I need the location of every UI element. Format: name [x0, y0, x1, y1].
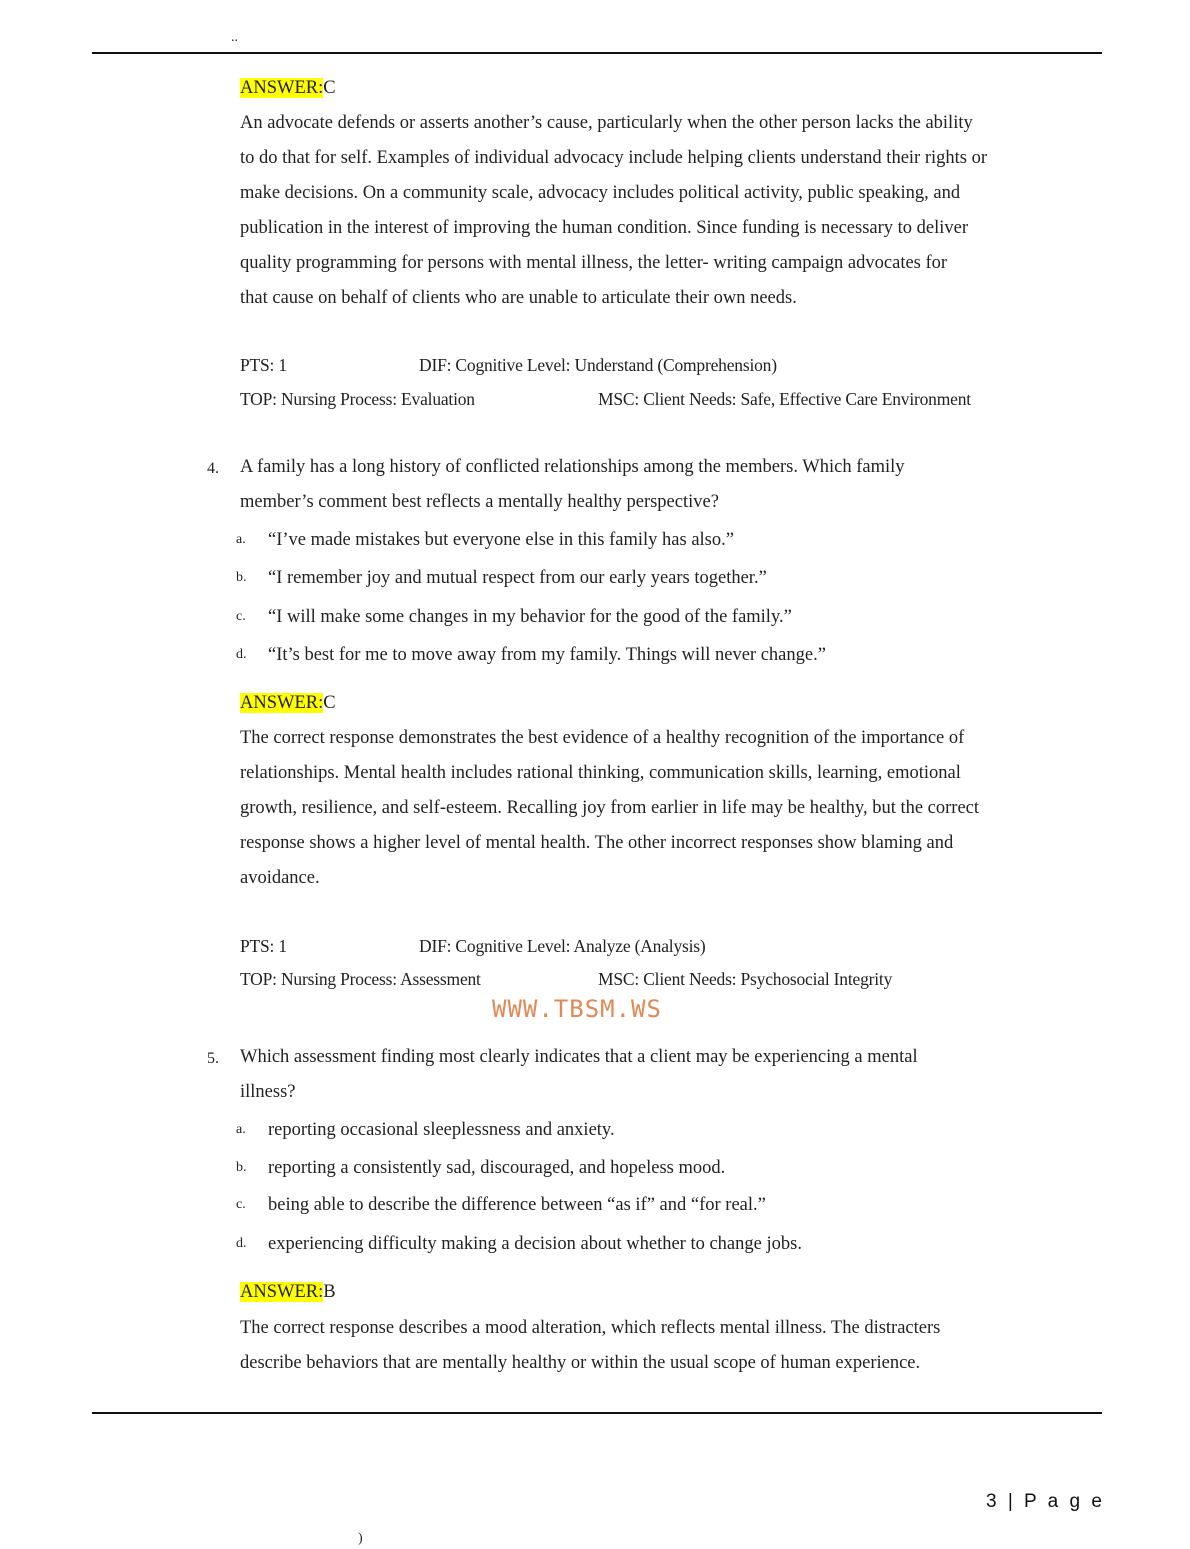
option-text: “It’s best for me to move away from my family. Things will never change.” [268, 645, 826, 665]
option-text: “I’ve made mistakes but everyone else in this family has also.” [268, 530, 734, 550]
rationale-line: to do that for self. Examples of individual advocacy include helping clients understand their rights or [240, 148, 988, 168]
rationale-line: make decisions. On a community scale, advocacy includes political activity, public speaking, and [240, 183, 961, 203]
stem-line: Which assessment finding most clearly indicates that a client may be experiencing a mental [240, 1047, 918, 1067]
rationale-line: growth, resilience, and self-esteem. Recalling joy from earlier in life may be healthy, but the correct [240, 798, 980, 818]
answer-label: ANSWER: [240, 693, 324, 713]
rationale-line: that cause on behalf of clients who are unable to articulate their own needs. [240, 288, 797, 308]
stem-line: illness? [240, 1082, 296, 1102]
answer-label: ANSWER: [240, 78, 324, 98]
option-text: reporting a consistently sad, discouraged, and hopeless mood. [268, 1158, 726, 1178]
option-text: being able to describe the difference between “as if” and “for real.” [268, 1195, 766, 1215]
rationale-q4 [240, 721, 979, 896]
rationale-line: response shows a higher level of mental health. The other incorrect responses show blaming and [240, 833, 954, 853]
question-number-4: 4. [207, 460, 219, 477]
answer-value: C [323, 693, 336, 713]
bottom-rule [92, 1412, 1102, 1414]
answer-line-q3 [240, 71, 336, 106]
question-number-5: 5. [207, 1050, 219, 1067]
answer-value: B [323, 1282, 336, 1302]
rationale-line: The correct response describes a mood alteration, which reflects mental illness. The distracters [240, 1318, 941, 1338]
dif-q4: DIF: Cognitive Level: Analyze (Analysis) [419, 936, 706, 956]
answer-line-q5 [240, 1275, 336, 1310]
dif-q3: DIF: Cognitive Level: Understand (Comprehension) [419, 355, 777, 375]
stem-line: member’s comment best reflects a mentally healthy perspective? [240, 492, 719, 512]
rationale-q3 [240, 106, 987, 316]
msc-q3: MSC: Client Needs: Safe, Effective Care Environment [598, 389, 971, 409]
rationale-q5 [240, 1311, 940, 1381]
option-letter: b. [236, 570, 247, 585]
option-text: “I will make some changes in my behavior for the good of the family.” [268, 607, 792, 627]
watermark: WWW.TBSM.WS [492, 995, 662, 1023]
option-letter: a. [236, 1122, 246, 1137]
page-number: 3 | P a g e [986, 1491, 1105, 1512]
stem-line: A family has a long history of conflicted relationships among the members. Which family [240, 457, 905, 477]
top-rule [92, 52, 1102, 54]
rationale-line: quality programming for persons with mental illness, the letter- writing campaign advocates for [240, 253, 948, 273]
rationale-line: publication in the interest of improving the human condition. Since funding is necessary to deliver [240, 218, 969, 238]
answer-label: ANSWER: [240, 1282, 324, 1302]
option-letter: c. [236, 609, 246, 624]
pts-q3: PTS: 1 [240, 355, 287, 375]
question-stem-4 [240, 450, 904, 520]
option-letter: b. [236, 1160, 247, 1175]
option-text: reporting occasional sleeplessness and anxiety. [268, 1120, 615, 1140]
footer-stray-mark: ) [358, 1531, 363, 1546]
rationale-line: relationships. Mental health includes rational thinking, communication skills, learning, emotional [240, 763, 961, 783]
top-q3: TOP: Nursing Process: Evaluation [240, 389, 475, 409]
rationale-line: avoidance. [240, 868, 320, 888]
rationale-line: describe behaviors that are mentally healthy or within the usual scope of human experience. [240, 1353, 921, 1373]
option-text: “I remember joy and mutual respect from our early years together.” [268, 568, 767, 588]
answer-line-q4 [240, 686, 336, 721]
rationale-line: An advocate defends or asserts another’s cause, particularly when the other person lacks the ability [240, 113, 973, 133]
pts-q4: PTS: 1 [240, 936, 287, 956]
option-letter: a. [236, 532, 246, 547]
rationale-line: The correct response demonstrates the best evidence of a healthy recognition of the importance of [240, 728, 965, 748]
option-letter: c. [236, 1197, 246, 1212]
option-letter: d. [236, 647, 247, 662]
top-q4: TOP: Nursing Process: Assessment [240, 969, 481, 989]
header-mark: .. [231, 30, 238, 45]
question-stem-5 [240, 1040, 918, 1110]
option-letter: d. [236, 1236, 247, 1251]
option-text: experiencing difficulty making a decision about whether to change jobs. [268, 1234, 802, 1254]
msc-q4: MSC: Client Needs: Psychosocial Integrity [598, 969, 893, 989]
answer-value: C [323, 78, 336, 98]
